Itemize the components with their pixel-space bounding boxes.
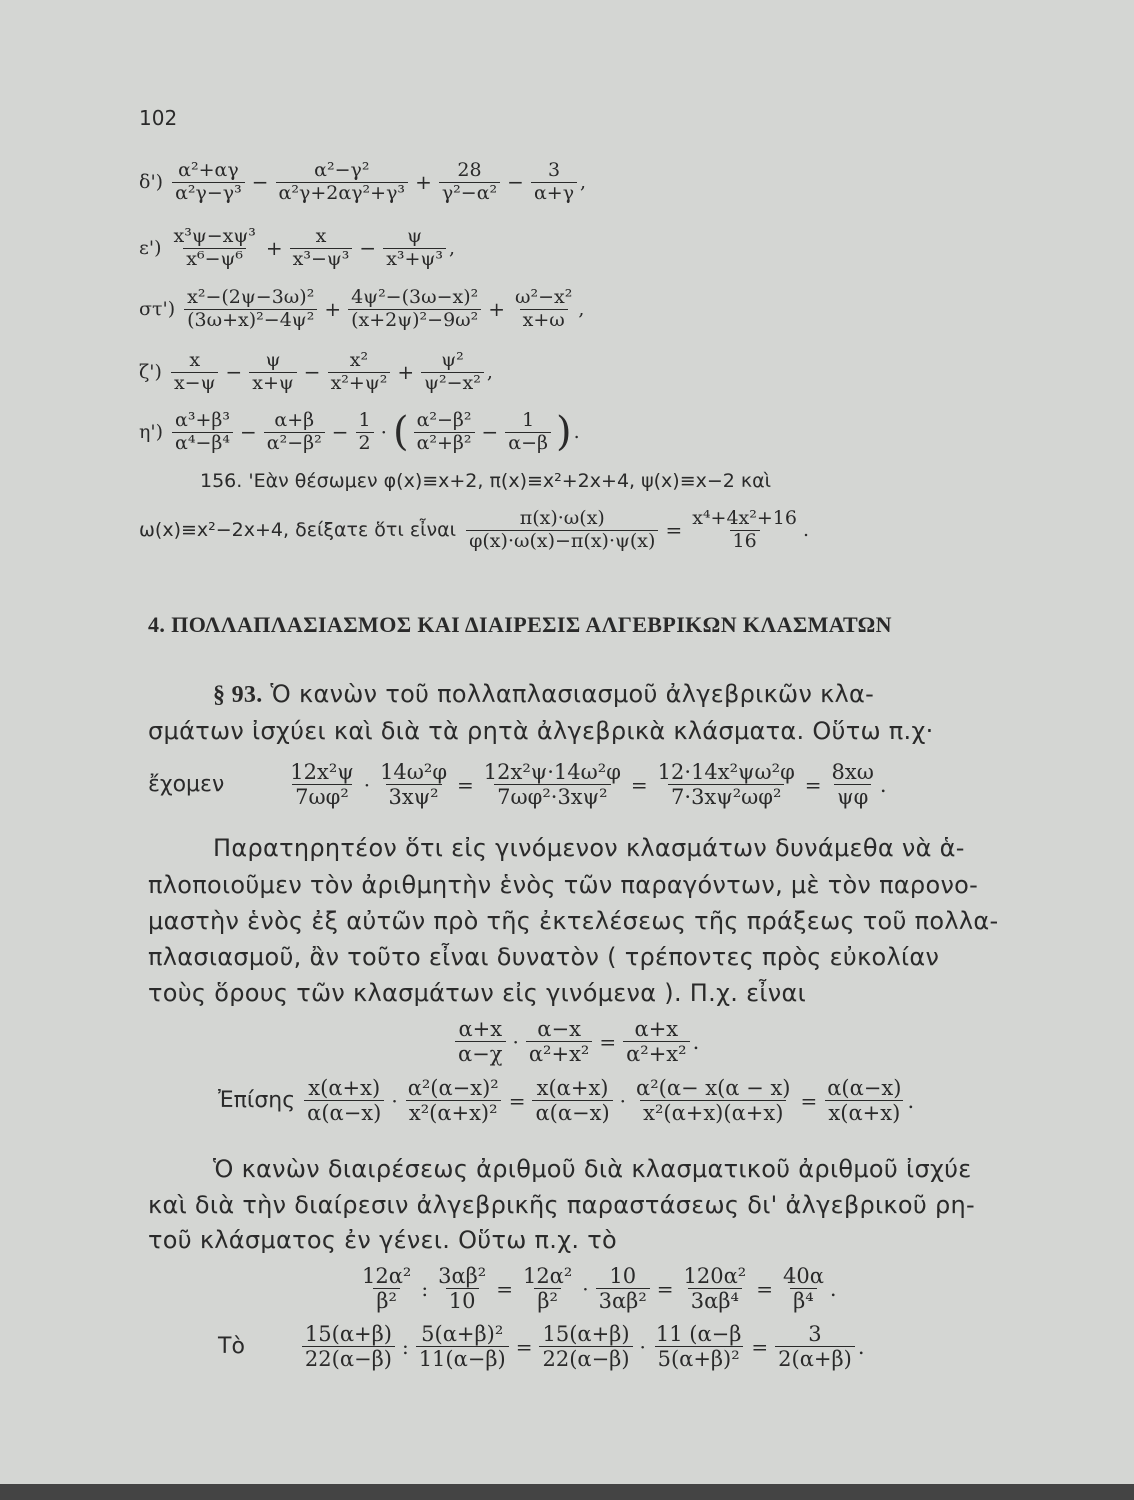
exercise-label: ε') — [139, 237, 162, 260]
fraction: $\frac{\text{α²(α− x(α − x)}}{\text{x²(α+x)(α+x)}}$ — [636, 1076, 791, 1126]
problem-number: 156. — [200, 470, 243, 492]
exercise-label: η') — [139, 421, 164, 444]
fraction: $\frac{11 (\alpha-\beta}{\text{5(α+β)²}}$ — [655, 1322, 742, 1372]
exercise-h: η') $\frac{\text{α³+β³}}{\text{α⁴−β⁴}}$ − $\frac{\alpha+\beta}{\text{α²−β²}}$ − $\frac{1}{2}$ · ( $\frac{\text{α²−β²}}{\text{α²+β²}}$ − $\frac{1}{\alpha-\beta}$ ) . — [139, 409, 580, 456]
fraction: $\frac{\text{12x²ψ}}{\text{7ωφ²}}$ — [290, 760, 354, 810]
fraction: $\frac{x}{\text{x³−ψ³}}$ — [290, 226, 353, 271]
paragraph-2-line3: μαστὴν ἑνὸς ἐξ αὐτῶν πρὸ τῆς ἐκτελέσεως τῆς πράξεως τοῦ πολλα- — [148, 907, 999, 935]
problem-156-line2: ω(x)≡x²−2x+4, δείξατε ὅτι εἶναι $\frac{\pi(x)\cdot\omega(x)}{\varphi(x)\cdot\omega(x)-\pi(x)\cdot\psi(x)}$ = $\frac{\text{x⁴+4x²+16}}{16}$ . — [139, 507, 810, 552]
equation-simplify: $\frac{\alpha+x}{\alpha-\chi}$ · $\frac{\alpha-x}{\text{α²+x²}}$ = $\frac{\alpha+x}{\text{α²+x²}}$ . — [452, 1017, 699, 1066]
fraction: $\frac{\text{12α²}}{\text{β²}}$ — [362, 1264, 412, 1314]
fraction: $\frac{15(\alpha+\beta)}{22(\alpha-\beta)}$ — [539, 1322, 632, 1371]
equation-division-2: Τὸ $\frac{15(\alpha+\beta)}{22(\alpha-\beta)}$ : $\frac{\text{5(α+β)²}}{11(\alpha-\beta)}$ = $\frac{15(\alpha+\beta)}{22(\alpha-\beta)}$ · $\frac{11 (\alpha-\beta}{\text{5(α+β)²}}$ = $\frac{3}{2(\alpha+\beta)}$ . — [218, 1322, 865, 1372]
paragraph-2-line2: πλοποιοῦμεν τὸν ἀριθμητὴν ἑνὸς τῶν παραγόντων, μὲ τὸν παρονο- — [148, 871, 979, 899]
paragraph-sign: § 93. — [213, 682, 263, 708]
scan-edge — [0, 1484, 1134, 1500]
fraction: $\frac{\text{14ω²φ}}{\text{3xψ²}}$ — [380, 760, 448, 810]
fraction: $\frac{\text{12α²}}{\text{β²}}$ — [522, 1264, 573, 1314]
fraction: $\frac{\text{x²}}{\text{x²+ψ²}}$ — [328, 350, 391, 395]
section-title: 4. ΠΟΛΛΑΠΛΑΣΙΑΣΜΟΣ ΚΑΙ ΔΙΑΙΡΕΣΙΣ ΑΛΓΕΒΡΙΚΩΝ ΚΛΑΣΜΑΤΩΝ — [148, 612, 892, 637]
episis-label: Ἐπίσης — [218, 1088, 296, 1114]
fraction: $\frac{10}{\text{3αβ²}}$ — [596, 1264, 650, 1313]
fraction: $\frac{\text{ψ²}}{\text{ψ²−x²}}$ — [421, 350, 484, 395]
equation-episis: Ἐπίσης $\frac{x(\alpha+x)}{\alpha(\alpha-x)}$ · $\frac{\text{α²(α−x)²}}{\text{x²(α+x)²}}$ = $\frac{x(\alpha+x)}{\alpha(\alpha-x)}$ · $\frac{\text{α²(α− x(α − x)}}{\text{x²(α+x)(α+x)}}$ = $\frac{\alpha(\alpha-x)}{x(\alpha+x)}$ . — [218, 1076, 915, 1126]
fraction: $\frac{\alpha+x}{\alpha-\chi}$ — [455, 1017, 506, 1066]
paragraph-2-line4: πλασιασμοῦ, ἂν τοῦτο εἶναι δυνατὸν ( τρέποντες πρὸς εὐκολίαν — [148, 943, 940, 971]
page-number: 102 — [139, 106, 178, 130]
fraction: $\frac{\text{α²(α−x)²}}{\text{x²(α+x)²}}$ — [407, 1076, 499, 1126]
paragraph-93-line2: σμάτων ἰσχύει καὶ διὰ τὰ ρητὰ ἀλγεβρικὰ κλάσματα. Οὕτω π.χ· — [148, 717, 934, 745]
fraction: $\frac{\text{x²−(2ψ−3ω)²}}{\text{(3ω+x)²−4ψ²}}$ — [184, 287, 317, 332]
fraction: $\frac{\alpha+\beta}{\text{α²−β²}}$ — [264, 410, 325, 455]
fraction: $\frac{\alpha-x}{\text{α²+x²}}$ — [526, 1017, 592, 1066]
fraction: $\frac{\text{ω²−x²}}{x+\omega}$ — [515, 286, 573, 331]
fraction: $\frac{\pi(x)\cdot\omega(x)}{\varphi(x)\cdot\omega(x)-\pi(x)\cdot\psi(x)}$ — [466, 508, 658, 553]
equation-division-1: $\frac{\text{12α²}}{\text{β²}}$ : $\frac{\text{3αβ²}}{10}$ = $\frac{\text{12α²}}{\text{β²}}$ · $\frac{10}{\text{3αβ²}}$ = $\frac{\text{120α²}}{\text{3αβ⁴}}$ = $\frac{40\alpha}{\text{β⁴}}$ . — [356, 1264, 837, 1313]
to-label: Τὸ — [218, 1334, 245, 1360]
fraction: $\frac{40\alpha}{\text{β⁴}}$ — [782, 1264, 824, 1314]
equation-multiplication: ἔχομεν $\frac{\text{12x²ψ}}{\text{7ωφ²}}$ · $\frac{\text{14ω²φ}}{\text{3xψ²}}$ = $\frac{\text{12x²ψ·14ω²φ}}{\text{7ωφ²·3xψ²}}$ = $\frac{\text{12·14x²ψω²φ}}{\text{7·3xψ²ωφ²}}$ = $\frac{8x\omega}{\psi\varphi}$ . — [148, 760, 887, 810]
fraction: $\frac{\text{12·14x²ψω²φ}}{\text{7·3xψ²ωφ²}}$ — [657, 760, 795, 810]
fraction: $\frac{\alpha+x}{\text{α²+x²}}$ — [623, 1017, 689, 1066]
paragraph-93-line1: § 93. Ὁ κανὼν τοῦ πολλαπλασιασμοῦ ἀλγεβρικῶν κλα- — [213, 680, 875, 708]
exomen-label: ἔχομεν — [148, 772, 225, 798]
fraction: $\frac{\text{5(α+β)²}}{11(\alpha-\beta)}$ — [416, 1322, 509, 1371]
fraction: $\frac{\alpha(\alpha-x)}{x(\alpha+x)}$ — [827, 1076, 902, 1126]
fraction: $\frac{x(\alpha+x)}{\alpha(\alpha-x)}$ — [532, 1076, 612, 1125]
paragraph-2-line5: τοὺς ὅρους τῶν κλασμάτων εἰς γινόμενα ). Π.χ. εἶναι — [148, 979, 807, 1007]
problem-text: 'Εὰν θέσωμεν φ(x)≡x+2, π(x)≡x²+2x+4, ψ(x)≡x−2 καὶ — [248, 470, 772, 492]
exercise-e: ε') $\frac{\text{x³ψ−xψ³}}{\text{x⁶−ψ⁶}}$ + $\frac{x}{\text{x³−ψ³}}$ − $\frac{\psi}{\text{x³+ψ³}}$ , — [139, 225, 456, 270]
exercise-label: στ') — [139, 298, 176, 321]
paragraph-3-line1: Ὁ κανὼν διαιρέσεως ἀριθμοῦ διὰ κλασματικοῦ ἀριθμοῦ ἰσχύε — [213, 1155, 972, 1183]
fraction: $\frac{3}{2(\alpha+\beta)}$ — [775, 1322, 855, 1371]
fraction: $\frac{15(\alpha+\beta)}{22(\alpha-\beta)}$ — [302, 1322, 395, 1371]
fraction: $\frac{\text{α²−β²}}{\text{α²+β²}}$ — [414, 410, 475, 455]
fraction: $\frac{\text{x⁴+4x²+16}}{16}$ — [692, 507, 797, 552]
fraction: $\frac{\psi}{\text{x³+ψ³}}$ — [383, 226, 446, 271]
fraction: $\frac{\text{12x²ψ·14ω²φ}}{\text{7ωφ²·3xψ²}}$ — [483, 760, 621, 810]
exercise-d: δ') $\frac{\text{α²+αγ}}{\text{α²γ−γ³}}$ − $\frac{\text{α²−γ²}}{\text{α²γ+2αγ²+γ³}}$ + $\frac{28}{\text{γ²−α²}}$ − $\frac{3}{\alpha+\gamma}$ , — [139, 159, 587, 204]
exercise-label: ζ') — [139, 361, 162, 384]
exercise-z: ζ') $\frac{x}{x-\psi}$ − $\frac{\psi}{x+\psi}$ − $\frac{\text{x²}}{\text{x²+ψ²}}$ + $\frac{\text{ψ²}}{\text{ψ²−x²}}$ , — [139, 349, 493, 394]
paragraph-2-line1: Παρατηρητέον ὅτι εἰς γινόμενον κλασμάτων δυνάμεθα νὰ ἁ- — [213, 834, 965, 862]
exercise-st: στ') $\frac{\text{x²−(2ψ−3ω)²}}{\text{(3ω+x)²−4ψ²}}$ + $\frac{\text{4ψ²−(3ω−x)²}}{\text{(x+2ψ)²−9ω²}}$ + $\frac{\text{ω²−x²}}{x+\omega}$ , — [139, 286, 585, 331]
fraction: $\frac{28}{\text{γ²−α²}}$ — [439, 160, 500, 205]
problem-text: ω(x)≡x²−2x+4, δείξατε ὅτι εἶναι — [139, 519, 457, 542]
fraction: $\frac{\psi}{x+\psi}$ — [249, 350, 297, 395]
fraction: $\frac{1}{2}$ — [356, 410, 374, 455]
fraction: $\frac{\text{4ψ²−(3ω−x)²}}{\text{(x+2ψ)²−9ω²}}$ — [348, 287, 481, 332]
fraction: $\frac{1}{\alpha-\beta}$ — [505, 410, 551, 455]
exercise-label: δ') — [139, 171, 164, 194]
fraction: $\frac{\text{120α²}}{\text{3αβ⁴}}$ — [683, 1264, 747, 1314]
fraction: $\frac{\text{α²−γ²}}{\text{α²γ+2αγ²+γ³}}$ — [276, 160, 409, 205]
fraction: $\frac{\text{3αβ²}}{10}$ — [438, 1264, 487, 1314]
fraction: $\frac{x}{x-\psi}$ — [171, 350, 219, 395]
problem-156-line1 — [200, 470, 771, 492]
paragraph-3-line3: τοῦ κλάσματος ἐν γένει. Οὕτω π.χ. τὸ — [148, 1226, 617, 1254]
fraction: $\frac{x(\alpha+x)}{\alpha(\alpha-x)}$ — [304, 1076, 384, 1125]
fraction: $\frac{\text{α³+β³}}{\text{α⁴−β⁴}}$ — [172, 410, 233, 455]
fraction: $\frac{3}{\alpha+\gamma}$ — [531, 160, 577, 205]
fraction: $\frac{\text{α²+αγ}}{\text{α²γ−γ³}}$ — [172, 160, 245, 205]
fraction: $\frac{\text{x³ψ−xψ³}}{\text{x⁶−ψ⁶}}$ — [173, 225, 256, 270]
fraction: $\frac{8x\omega}{\psi\varphi}$ — [831, 760, 874, 810]
paragraph-3-line2: καὶ διὰ τὴν διαίρεσιν ἀλγεβρικῆς παραστάσεως δι' ἀλγεβρικοῦ ρη- — [148, 1191, 975, 1219]
